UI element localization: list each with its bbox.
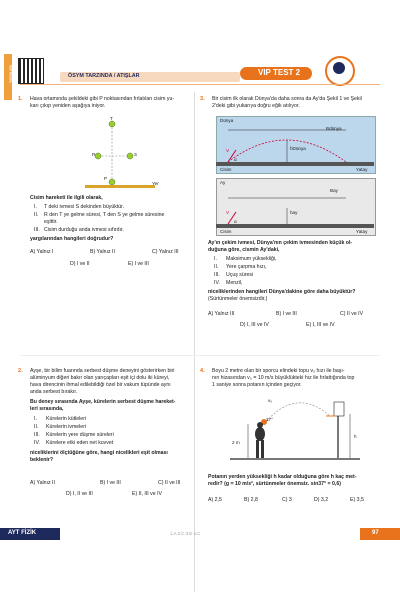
q3-fig2-cisim: Cisim <box>220 229 232 234</box>
column-divider <box>194 92 195 592</box>
q3-figure-1-drawing <box>216 116 374 172</box>
q2-stem-line-1: Ayşe, bir bilim fuarında serbest düşme deneyini gösterirken biri <box>30 368 175 374</box>
footer-page-number: 97 <box>372 530 379 536</box>
q4-option-d[interactable]: D) 3,2 <box>314 497 329 503</box>
q3-option-a[interactable]: A) Yalnız III <box>208 311 235 317</box>
q2-stem-line-4: anda serbest bırakır. <box>30 389 78 395</box>
q3-option-c[interactable]: C) II ve IV <box>340 311 364 317</box>
footer-bar <box>0 528 400 540</box>
q4-question-line-1: Potanın yerden yüksekliği h kadar olduğuna göre h kaç met- <box>208 474 357 480</box>
q3-fig2-hmax: hay <box>290 210 298 215</box>
header-bar <box>0 62 400 84</box>
q4-stem-line-3: 1 saniye sonra potanın içinden geçiyor. <box>212 382 302 388</box>
q1-option-b[interactable]: B) Yalnız II <box>90 249 115 255</box>
q1-item-1: T deki ivmesi S dekinden büyüktür. <box>44 204 125 210</box>
q3-item-3: Uçuş süresi <box>226 272 254 278</box>
footer-answers: 1.A 2.C 3.E 4.C <box>170 531 201 536</box>
q3-option-b[interactable]: B) I ve III <box>276 311 297 317</box>
q2-item-1: Kürelerin kütleleri <box>46 416 87 422</box>
q3-item-2-num: II. <box>214 264 219 270</box>
q1-stem-line-2: karı çıkıp yeniden aşağıya iniyor. <box>30 103 106 109</box>
q4-option-a[interactable]: A) 2,5 <box>208 497 222 503</box>
q3-number: 3. <box>200 96 205 102</box>
q3-fig1-hmax: hDünya <box>290 146 306 151</box>
row-divider <box>20 355 380 356</box>
topic-title: ÖSYM TARZINDA / ATIŞLAR <box>68 73 140 79</box>
q1-lead: Cisim hareketi ile ilgili olarak, <box>30 195 103 201</box>
q2-stem-line-3: hava direncinin ihmal edilebildiği özel bir vakum tüpünde aynı <box>30 382 171 388</box>
q2-item-2-num: II. <box>34 424 39 430</box>
q1-option-d[interactable]: D) I ve II <box>70 261 90 267</box>
ball-P <box>109 179 115 185</box>
q2-option-b[interactable]: B) I ve III <box>100 480 121 486</box>
divider-line <box>20 84 380 85</box>
q1-item-1-num: I. <box>34 204 37 210</box>
q3-item-1: Maksimum yüksekliği, <box>226 256 277 262</box>
q1-label-S: S <box>134 152 138 157</box>
q3-figure-2-drawing <box>216 178 374 234</box>
q1-option-c[interactable]: C) Yalnız III <box>152 249 179 255</box>
q3-fig1-title: Dünya <box>220 118 234 123</box>
ball-T <box>109 121 115 127</box>
q1-item-3-num: III. <box>34 227 40 233</box>
footer-subject: AYT FİZİK <box>8 530 37 536</box>
q4-basketball-figure <box>230 392 360 462</box>
ball-S <box>127 153 133 159</box>
q4-fig-height: 2 m <box>232 440 240 445</box>
q1-stem-line-1: Hava ortamında şekildeki gibi P noktasından fırlatılan cisim yu- <box>30 96 175 102</box>
q4-fig-angle: 37° <box>266 417 273 422</box>
q2-question-line-2: beklenir? <box>30 457 54 463</box>
q1-label-P: P <box>104 176 108 181</box>
q3-fig1-angle: α <box>234 157 237 162</box>
q3-item-4: Menzil, <box>226 280 243 286</box>
q2-item-1-num: I. <box>34 416 37 422</box>
q1-question: yargılarından hangileri doğrudur? <box>30 236 114 242</box>
q1-trajectory-figure <box>70 112 170 192</box>
ball-R <box>95 153 101 159</box>
q2-item-4: Kürelere etki eden net kuvvet <box>46 440 114 446</box>
q3-fig2-yatay: Yatay <box>356 229 368 234</box>
q1-number: 1. <box>18 96 23 102</box>
q4-question-line-2: redir? (g = 10 m/s², sürtünmeler önemsiz. sin37° = 0,6) <box>208 481 341 487</box>
q3-item-1-num: I. <box>214 256 217 262</box>
q2-option-a[interactable]: A) Yalnız II <box>30 480 55 486</box>
q2-option-e[interactable]: E) II, III ve IV <box>132 491 162 497</box>
q3-option-e[interactable]: E) I, III ve IV <box>306 322 335 328</box>
q4-number: 4. <box>200 368 205 374</box>
q2-item-2: Kürelerin ivmeleri <box>46 424 87 430</box>
q3-stem-line-1: Bir cisim ilk olarak Dünya'da daha sonra da Ay'da Şekil 1 ve Şekil <box>212 96 362 102</box>
qr-code <box>18 58 44 84</box>
q3-item-3-num: III. <box>214 272 220 278</box>
q1-item-3: Cisim durduğu anda ivmesi sıfırdır. <box>44 227 124 233</box>
q4-fig-h: h <box>354 434 357 439</box>
q3-bold-line-2: duğuna göre, cismin Ay'daki, <box>208 247 280 253</box>
q2-bold-line-1: Bu deney sırasında Ayşe, kürelerin serbest düşme hareket- <box>30 399 176 405</box>
q2-item-3-num: III. <box>34 432 40 438</box>
q1-label-R: R <box>92 152 96 157</box>
q1-item-2-num: II. <box>34 212 39 218</box>
q2-item-3: Kürelerin yere düşme süreleri <box>46 432 114 438</box>
q3-fig1-yatay: Yatay <box>356 167 368 172</box>
q3-fig1-cisim: Cisim <box>220 167 232 172</box>
q4-option-e[interactable]: E) 3,5 <box>350 497 364 503</box>
q2-question-line-1: niceliklerini ölçtüğüne göre, hangi nicelikleri eşit olması <box>30 450 168 456</box>
q4-fig-v0: v₀ <box>268 398 273 403</box>
q3-fig1-dist: Bdünya <box>326 126 342 131</box>
q1-option-e[interactable]: E) I ve III <box>128 261 149 267</box>
q1-option-a[interactable]: A) Yalnız I <box>30 249 54 255</box>
q3-note: (Sürtünmeler önemsizdir.) <box>208 296 268 302</box>
q1-label-yer: Yer <box>152 181 159 186</box>
q2-number: 2. <box>18 368 23 374</box>
q3-stem-line-2: 2'deki gibi yukarıya doğru eğik atılıyor. <box>212 103 300 109</box>
q1-item-2-cont: eşittir. <box>44 219 58 225</box>
test-label: VIP TEST 2 <box>258 68 301 77</box>
q3-item-4-num: IV. <box>214 280 220 286</box>
q2-item-4-num: IV. <box>34 440 40 446</box>
q4-option-c[interactable]: C) 3 <box>282 497 292 503</box>
q3-fig2-v: V <box>226 210 230 215</box>
q3-fig2-dist: Bay <box>330 188 338 193</box>
q4-option-b[interactable]: B) 2,8 <box>244 497 258 503</box>
q3-option-d[interactable]: D) I, III ve IV <box>240 322 269 328</box>
q2-option-d[interactable]: D) I, II ve III <box>66 491 93 497</box>
q4-stem-line-1: Boyu 2 metre olan bir sporcu elindeki topu v₀ hızı ile başı- <box>212 368 345 374</box>
q1-item-2: R den T ye gelme süresi, T den S ye gelme süresine <box>44 212 165 218</box>
q2-stem-line-2: alüminyum diğeri bakır olan yarıçapları eşit içi dolu iki küreyi, <box>30 375 170 381</box>
footer-page-band <box>360 528 400 540</box>
q3-question: niceliklerinden hangileri Dünya'dakine göre daha büyüktür? <box>208 289 356 295</box>
q3-fig2-title: Ay <box>220 180 226 185</box>
q3-fig2-angle: α <box>234 219 237 224</box>
q2-option-c[interactable]: C) II ve III <box>158 480 181 486</box>
q3-item-2: Yere çarpma hızı, <box>226 264 267 270</box>
side-tab-label: YAYINLARI <box>8 65 13 83</box>
q3-bold-line-1: Ay'ın çekim ivmesi, Dünya'nın çekim ivmesinden küçük ol- <box>208 240 353 246</box>
q3-fig1-v: V <box>226 148 230 153</box>
q4-stem-line-2: nın hizasından v₀ = 10 m/s büyüklükteki hız ile fırlattığında top <box>212 375 355 381</box>
q1-label-T: T <box>110 116 113 121</box>
logo-mark <box>333 62 345 74</box>
q2-bold-line-2: leri sırasında, <box>30 406 64 412</box>
